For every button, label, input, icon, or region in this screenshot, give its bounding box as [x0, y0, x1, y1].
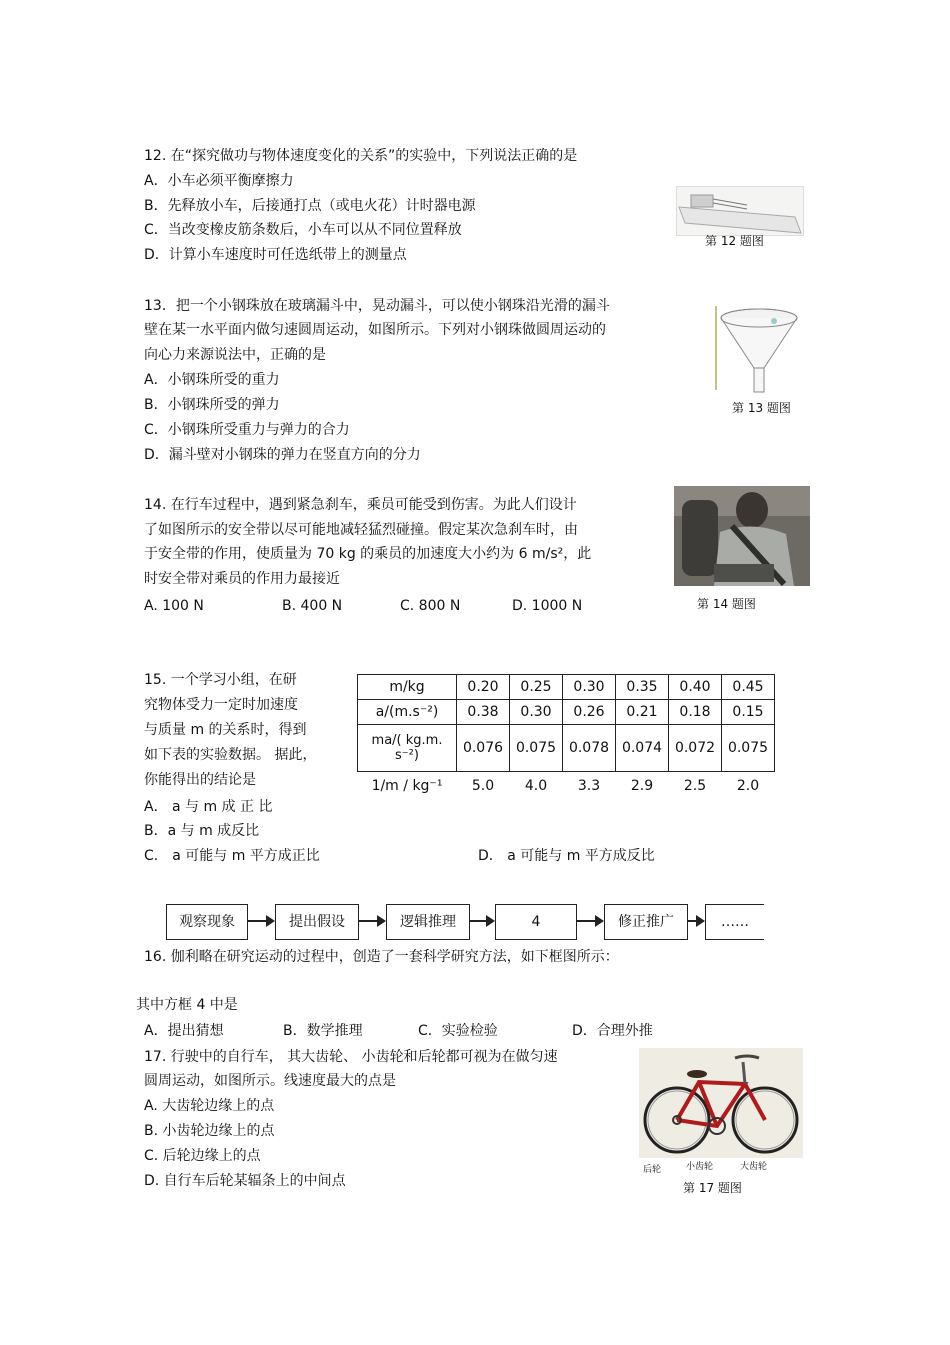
flow-box-reasoning: 逻辑推理: [386, 904, 470, 940]
q15-option-a: A． a 与 m 成 正 比: [144, 799, 273, 815]
table-cell: 0.076: [457, 725, 510, 772]
table-cell: 0.30: [510, 700, 563, 725]
q16-question: 其中方框 4 中是: [136, 997, 238, 1013]
label-rear-wheel: 后轮: [643, 1165, 662, 1175]
q13-option-b: B．小钢珠所受的弹力: [144, 397, 280, 413]
arrowhead-icon: [595, 915, 604, 927]
q12-option-a: A．小车必须平衡摩擦力: [144, 173, 294, 189]
q13-stem-line2: 壁在某一水平面内做匀速圆周运动，如图所示。下列对小钢珠做圆周运动的: [144, 322, 606, 338]
seatbelt-photo: [674, 486, 810, 586]
flow-box-hypothesis: 提出假设: [275, 904, 359, 940]
q15-stem-line1: 15. 一个学习小组，在研: [144, 672, 297, 688]
flow-box-4: 4: [495, 904, 577, 940]
q16-option-c: C．实验检验: [418, 1023, 498, 1039]
q13-option-a: A．小钢珠所受的重力: [144, 372, 280, 388]
flow-arrow: [469, 920, 487, 922]
q16-stem: 16. 伽利略在研究运动的过程中，创造了一套科学研究方法，如下框图所示：: [144, 949, 619, 965]
arrowhead-icon: [377, 915, 386, 927]
table-cell: 0.075: [510, 725, 563, 772]
table-row: [358, 700, 775, 725]
q13-option-d: D．漏斗壁对小钢珠的弹力在竖直方向的分力: [144, 447, 421, 463]
q15-stem-line4: 如下表的实验数据。 据此，: [144, 747, 317, 763]
label-big-gear: 大齿轮: [740, 1162, 768, 1172]
q16-option-b: B．数学推理: [283, 1023, 363, 1039]
flow-box-ellipsis: ……: [705, 904, 764, 940]
table-cell: 2.9: [630, 778, 654, 794]
table-cell: 0.45: [722, 675, 775, 700]
table-cell: 0.38: [457, 700, 510, 725]
arrowhead-icon: [696, 915, 705, 927]
table-cell: 0.075: [722, 725, 775, 772]
q13-stem-line3: 向心力来源说法中，正确的是: [144, 347, 326, 363]
table-cell: 0.30: [563, 675, 616, 700]
q15-stem-line5: 你能得出的结论是: [144, 772, 256, 788]
bicycle-figure: [639, 1048, 803, 1158]
q12-stem: 12. 在“探究做功与物体速度变化的关系”的实验中，下列说法正确的是: [144, 148, 578, 164]
table-cell: 0.20: [457, 675, 510, 700]
q14-stem-line2: 了如图所示的安全带以尽可能地减轻猛烈碰撞。假定某次急刹车时，由: [144, 522, 578, 538]
table-cell: 3.3: [577, 778, 601, 794]
flow-box-observe: 观察现象: [166, 904, 248, 940]
q14-caption: 第 14 题图: [697, 597, 756, 611]
q17-option-a: A. 大齿轮边缘上的点: [144, 1098, 275, 1114]
table-row: [358, 675, 775, 700]
q16-option-a: A．提出猜想: [144, 1023, 224, 1039]
q14-option-b: B. 400 N: [282, 598, 343, 614]
track-apparatus-image: [677, 187, 803, 235]
row-label: a/(m.s⁻²): [358, 700, 457, 725]
q17-stem-line2: 圆周运动，如图所示。线速度最大的点是: [144, 1073, 396, 1089]
q15-stem-line3: 与质量 m 的关系时，得到: [144, 722, 307, 738]
q17-stem-line1: 17. 行驶中的自行车， 其大齿轮、 小齿轮和后轮都可视为在做匀速: [144, 1049, 558, 1065]
q12-caption: 第 12 题图: [705, 234, 764, 248]
table-row: [358, 725, 775, 772]
arrowhead-icon: [486, 915, 495, 927]
table-cell: 0.18: [669, 700, 722, 725]
q14-option-c: C. 800 N: [400, 598, 461, 614]
flow-arrow: [576, 920, 596, 922]
q17-caption: 第 17 题图: [683, 1181, 742, 1195]
arrowhead-icon: [266, 915, 275, 927]
table-cell: 4.0: [524, 778, 548, 794]
q15-stem-line2: 究物体受力一定时加速度: [144, 697, 298, 713]
table-cell: 0.078: [563, 725, 616, 772]
label-small-gear: 小齿轮: [686, 1162, 714, 1172]
table-cell: 0.26: [563, 700, 616, 725]
table-row: [358, 772, 775, 801]
table-cell: 2.0: [736, 778, 760, 794]
q12-option-c: C．当改变橡皮筋条数后，小车可以从不同位置释放: [144, 222, 462, 238]
bicycle-image: [639, 1048, 803, 1158]
q16-option-d: D．合理外推: [572, 1023, 653, 1039]
q15-data-table: [357, 674, 775, 800]
table-cell: 5.0: [471, 778, 495, 794]
q12-option-b: B．先释放小车，后接通打点（或电火花）计时器电源: [144, 198, 476, 214]
q17-option-b: B. 小齿轮边缘上的点: [144, 1123, 275, 1139]
flow-arrow: [358, 920, 378, 922]
flow-arrow: [247, 920, 267, 922]
q13-stem-line1: 13．把一个小钢珠放在玻璃漏斗中，晃动漏斗，可以使小钢珠沿光滑的漏斗: [144, 298, 610, 314]
table-cell: 0.15: [722, 700, 775, 725]
q12-option-d: D．计算小车速度时可任选纸带上的测量点: [144, 247, 407, 263]
table-cell: 0.074: [616, 725, 669, 772]
funnel-image: [714, 302, 804, 394]
q14-stem-line3: 于安全带的作用，使质量为 70 kg 的乘员的加速度大小约为 6 m/s²，此: [144, 546, 592, 562]
flow-box-generalize: 修正推广: [604, 904, 688, 940]
table-cell: 0.35: [616, 675, 669, 700]
table-cell: 0.40: [669, 675, 722, 700]
q14-option-d: D. 1000 N: [512, 598, 583, 614]
q14-option-a: A. 100 N: [144, 598, 204, 614]
table-cell: 0.21: [616, 700, 669, 725]
q15-option-d: D． a 可能与 m 平方成反比: [478, 848, 655, 864]
row-label: ma/( kg.m. s⁻²): [358, 725, 457, 772]
q15-option-c: C． a 可能与 m 平方成正比: [144, 848, 320, 864]
table-cell: 2.5: [683, 778, 707, 794]
q15-option-b: B．a 与 m 成反比: [144, 823, 260, 839]
q12-figure: [676, 186, 804, 236]
q14-stem-line4: 时安全带对乘员的作用力最接近: [144, 571, 340, 587]
row-label: m/kg: [358, 675, 457, 700]
row-label: 1/m / kg⁻¹: [371, 778, 443, 794]
table-cell: 0.25: [510, 675, 563, 700]
q17-option-d: D. 自行车后轮某辐条上的中间点: [144, 1173, 346, 1189]
table-cell: 0.072: [669, 725, 722, 772]
q17-option-c: C. 后轮边缘上的点: [144, 1148, 261, 1164]
q13-caption: 第 13 题图: [732, 401, 791, 415]
q13-option-c: C．小钢珠所受重力与弹力的合力: [144, 422, 350, 438]
q14-stem-line1: 14. 在行车过程中，遇到紧急刹车，乘员可能受到伤害。为此人们设计: [144, 497, 577, 513]
